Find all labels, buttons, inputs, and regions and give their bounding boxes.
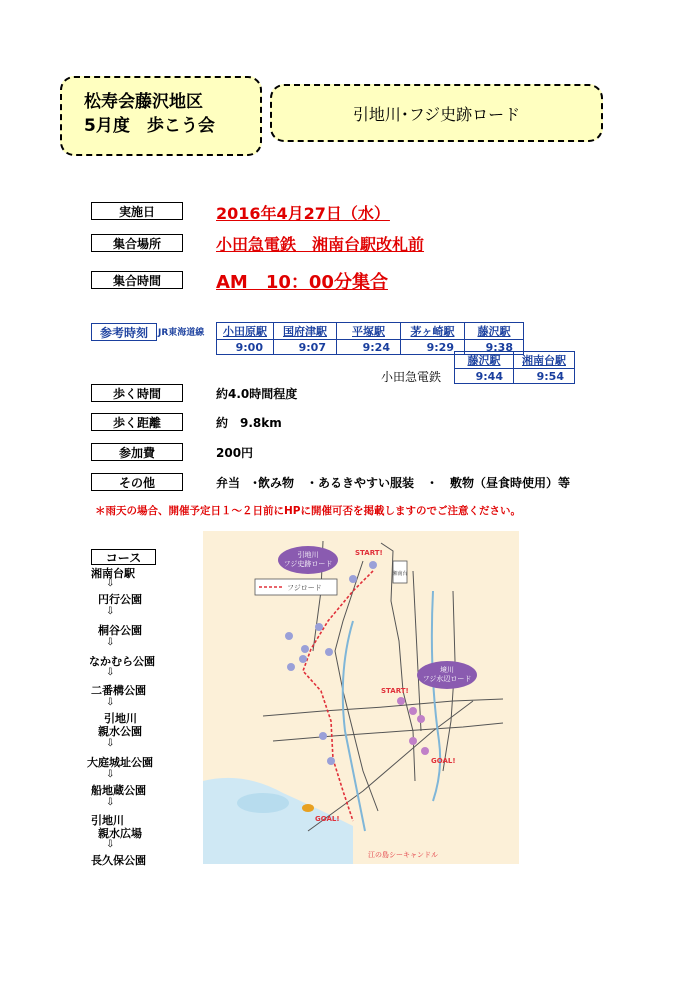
course-item: 引地川 [104,712,137,725]
event-name: 5月度 歩こう会 [84,116,215,136]
meeting-time-label: 集合時間 [91,271,183,289]
event-title-box [270,84,603,142]
down-arrow-icon: ⇩ [106,697,115,708]
course-item: 桐谷公園 [98,624,142,637]
legend-text: フジロード [287,584,322,592]
meeting-place-value: 小田急電鉄 湘南台駅改札前 [216,235,425,254]
rain-notice: ＊雨天の場合、開催予定日１～２日前にHPに開催可否を掲載しますのでご注意ください。 [95,505,521,517]
jr-station: 小田原駅 [217,323,274,340]
distance-value: 約 9.8km [216,416,282,430]
sakai-river [432,591,440,801]
badge-text: フジ史跡ロード [283,560,333,568]
badge-text: フジ水辺ロード [422,675,472,683]
fee-value: 200円 [216,446,254,460]
down-arrow-icon: ⇩ [106,606,115,617]
jr-station: 国府津駅 [274,323,337,340]
jr-time: 9:24 [337,340,401,355]
jr-time: 9:07 [274,340,337,355]
sea-shade [237,793,289,813]
jr-station: 茅ヶ崎駅 [401,323,465,340]
jr-station: 藤沢駅 [465,323,524,340]
route-map [203,531,519,864]
odakyu-timetable [454,351,575,384]
jr-time: 9:38 [465,340,524,355]
jr-time: 9:29 [401,340,465,355]
odakyu-line-label: 小田急電鉄 [381,370,442,384]
reference-time-label: 参考時刻 [91,323,157,341]
odakyu-station: 藤沢駅 [455,352,514,369]
down-arrow-icon: ⇩ [106,738,115,749]
route-map-drawing [203,531,519,864]
jr-time: 9:00 [217,340,274,355]
other-value: 弁当 ･飲み物 ・あるきやすい服装 ・ 敷物（昼食時使用）等 [216,476,571,490]
down-arrow-icon: ⇩ [106,637,115,648]
meeting-time-value: AM 10：00分集合 [216,272,388,293]
down-arrow-icon: ⇩ [106,667,115,678]
station-label: 湘南台 [392,571,408,577]
meeting-place-label: 集合場所 [91,234,183,252]
odakyu-time: 9:54 [514,369,575,384]
course-item: 二番構公園 [91,684,146,697]
course-item: 引地川 [91,814,124,827]
start-label: START! [355,549,383,557]
course-item: 湘南台駅 [91,567,135,580]
start-label: START! [381,687,409,695]
down-arrow-icon: ⇩ [106,578,115,589]
course-label: コース [91,549,156,565]
course-item: 船地蔵公園 [91,784,146,797]
date-value: 2016年4月27日（水） [216,204,390,223]
odakyu-time: 9:44 [455,369,514,384]
down-arrow-icon: ⇩ [106,769,115,780]
goal-label: GOAL! [315,815,340,823]
event-title: 引地川･フジ史跡ロード [352,104,521,124]
other-label: その他 [91,473,183,491]
course-item: 親水公園 [98,725,142,738]
down-arrow-icon: ⇩ [106,839,115,850]
fee-label: 参加費 [91,443,183,461]
course-item: 大庭城址公園 [87,756,153,769]
course-item: 親水広場 [98,827,142,840]
fuji-road-route [303,571,373,821]
walk-time-value: 約4.0時間程度 [216,387,298,401]
date-label: 実施日 [91,202,183,220]
jr-station: 平塚駅 [337,323,401,340]
course-item: 長久保公園 [91,854,146,867]
course-item: なかむら公園 [89,655,155,668]
distance-label: 歩く距離 [91,413,183,431]
enoshima-label: 江の島シーキャンドル [368,851,438,859]
badge-text: 境川 [440,666,454,674]
badge-text: 引地川 [297,551,319,559]
course-item: 円行公園 [98,593,142,606]
organization-name: 松寿会藤沢地区 [84,92,203,112]
walk-time-label: 歩く時間 [91,384,183,402]
down-arrow-icon: ⇩ [106,797,115,808]
enoshima-marker [302,804,314,812]
organization-box [60,76,262,156]
jr-line-label: JR東海道線 [158,328,205,338]
goal-label: GOAL! [431,757,456,765]
odakyu-station: 湘南台駅 [514,352,575,369]
